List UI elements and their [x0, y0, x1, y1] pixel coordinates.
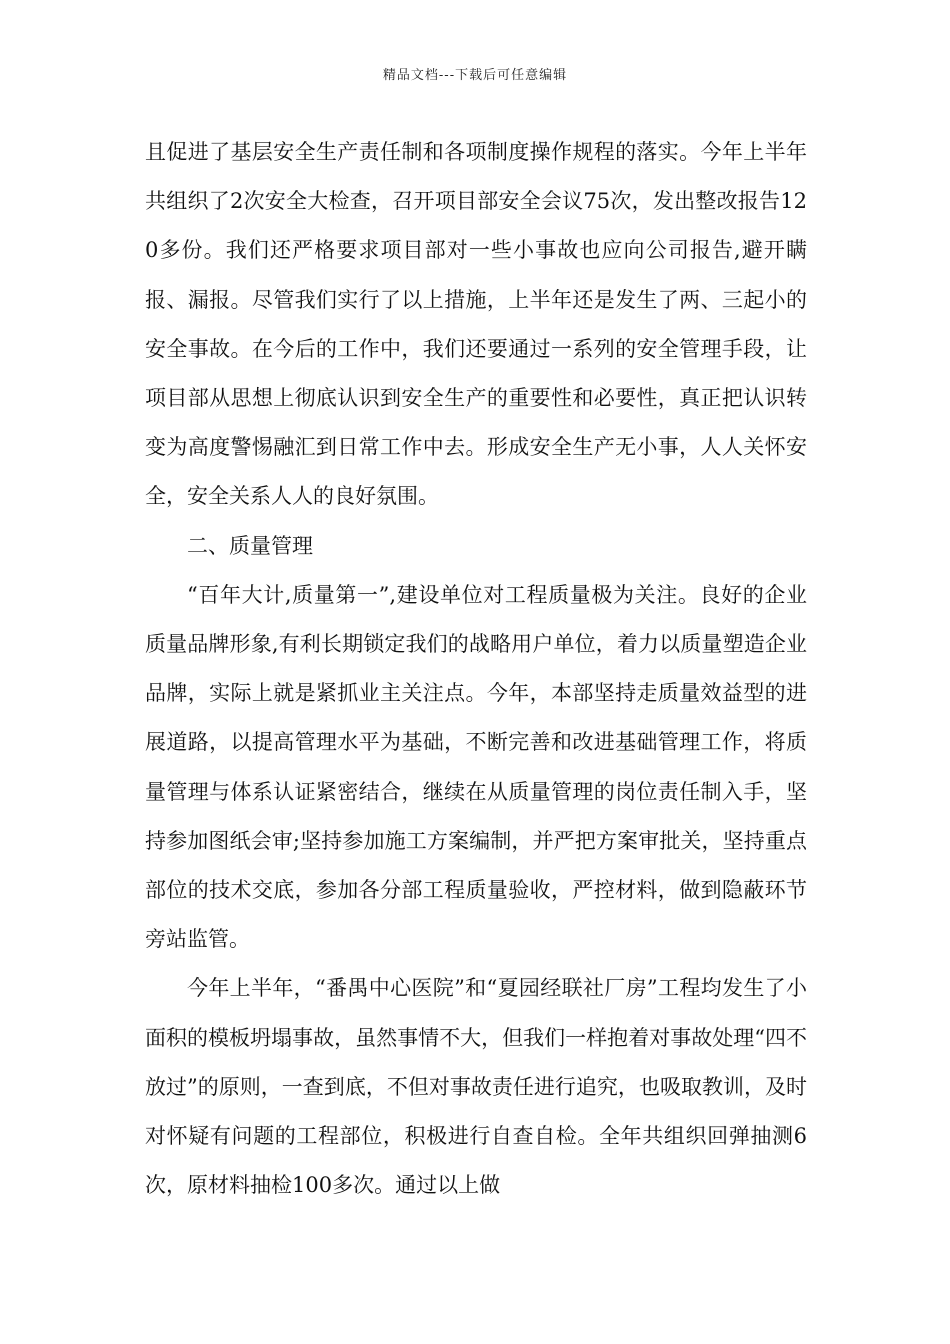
paragraph-quality-overview: “百年大计,质量第一”,建设单位对工程质量极为关注。良好的企业质量品牌形象,有利长期锁定我们的战略用户单位，着力以质量塑造企业品牌，实际上就是紧抓业主关注点。今年，本部坚持走质量效益型的进展道路，以提高管理水平为基础，不断完善和改进基础管理工作，将质量管理与体系认证紧密结合，继续在从质量管理的岗位责任制入手，坚持参加图纸会审;坚持参加施工方案编制，并严把方案审批关，坚持重点部位的技术交底，参加各分部工程质量验收，严控材料，做到隐蔽环节旁站监管。 — [145, 582, 807, 952]
paragraph-safety-continuation: 且促进了基层安全生产责任制和各项制度操作规程的落实。今年上半年共组织了2次安全大检查，召开项目部安全会议75次，发出整改报告120多份。我们还严格要求项目部对一些小事故也应向公司报告,避开瞒报、漏报。尽管我们实行了以上措施，上半年还是发生了两、三起小的安全事故。在今后的工作中，我们还要通过一系列的安全管理手段，让项目部从思想上彻底认识到安全生产的重要性和必要性，真正把认识转变为高度警惕融汇到日常工作中去。形成安全生产无小事，人人关怀安全，安全关系人人的良好氛围。 — [145, 140, 807, 509]
section-heading-quality-management: 二、质量管理 — [187, 533, 313, 558]
document-body — [145, 128, 807, 1210]
page-header: 精品文档---下载后可任意编辑 — [382, 68, 568, 83]
paragraph-quality-incidents: 今年上半年，“番禺中心医院”和“夏园经联社厂房”工程均发生了小面积的模板坍塌事故，虽然事情不大，但我们一样抱着对事故处理“四不放过”的原则，一查到底，不但对事故责任进行追究，也吸取教训，及时对怀疑有问题的工程部位，积极进行自查自检。全年共组织回弹抽测6次，原材料抽检100多次。通过以上做 — [145, 976, 807, 1198]
